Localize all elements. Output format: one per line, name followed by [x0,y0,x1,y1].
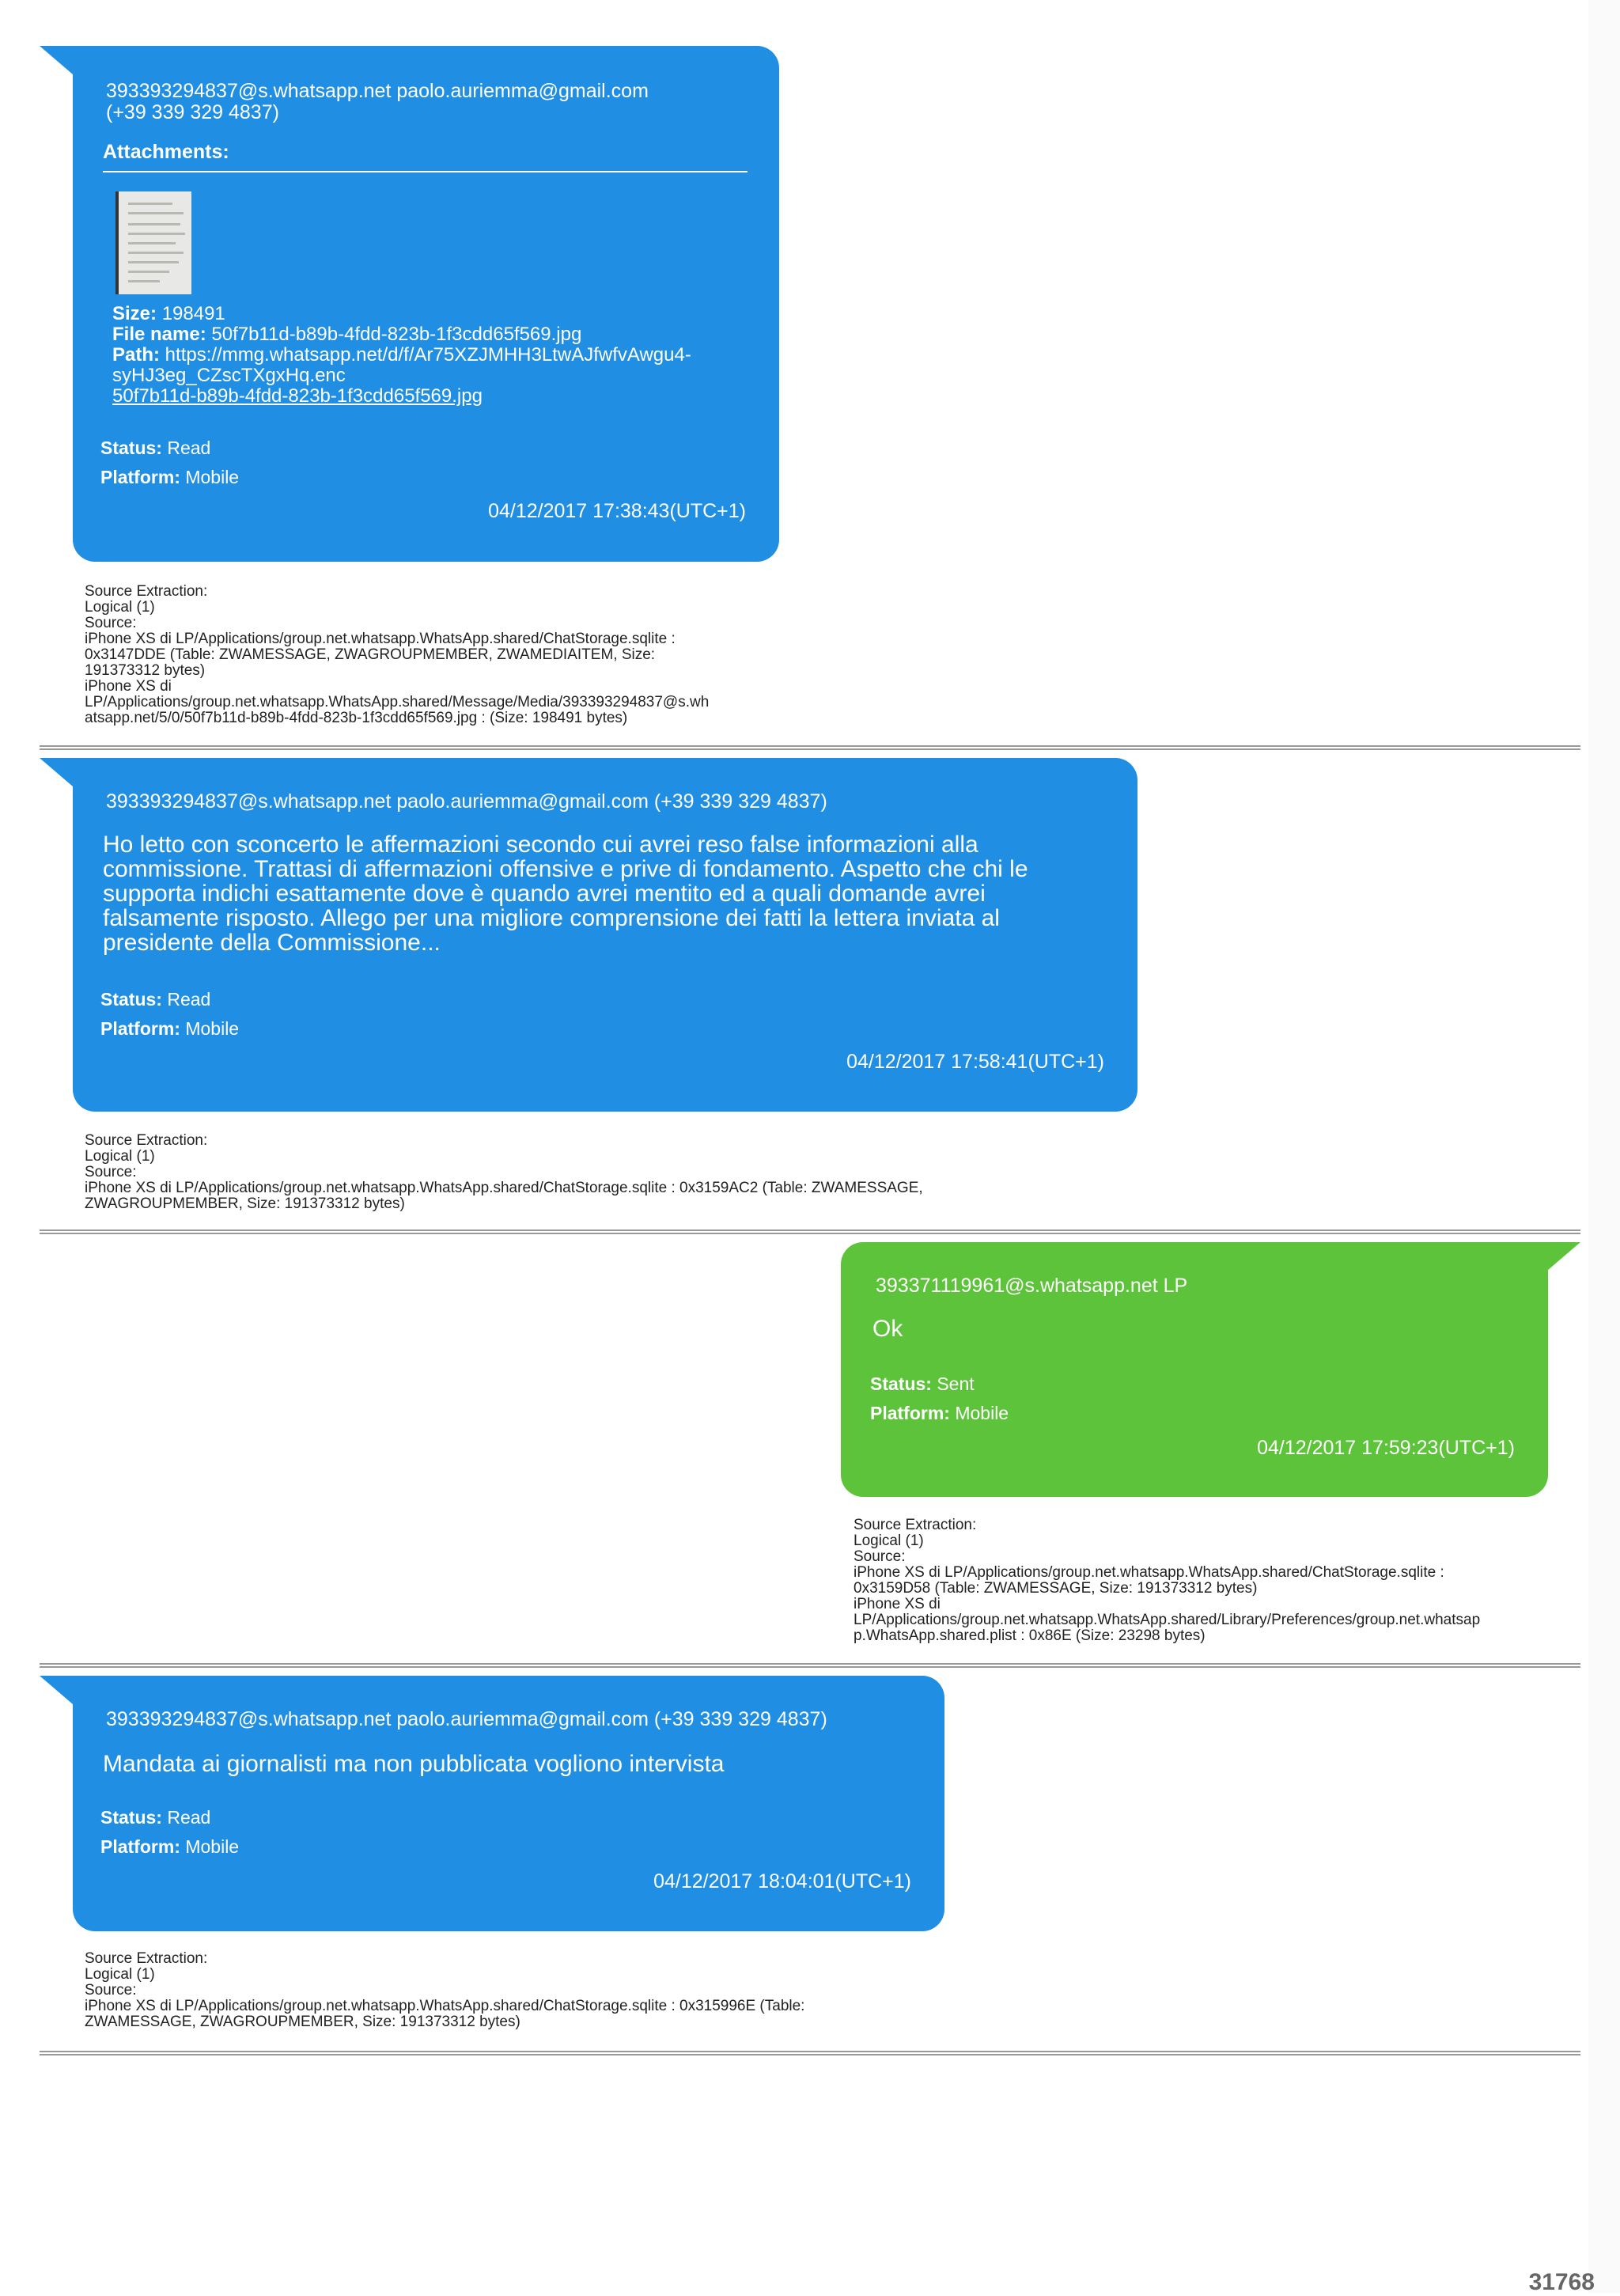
page-number: 31768 [1528,2269,1595,2295]
status-label: Status: [870,1373,932,1394]
bubble-tail [40,46,73,74]
message-sender: 393393294837@s.whatsapp.net paolo.auriemma@gmail.com (+39 339 329 4837) [106,790,827,813]
status-value: Read [167,438,211,458]
message-timestamp: 04/12/2017 18:04:01(UTC+1) [653,1870,911,1892]
platform-label: Platform: [100,1836,180,1857]
platform-label: Platform: [100,467,180,487]
source-extraction: Source Extraction: Logical (1) Source: iPhone XS di LP/Applications/group.net.whatsapp.WhatsApp.shared/ChatStorage.sqlite : 0x3159AC2 (Table: ZWAMESSAGE, ZWAGROUPMEMBER, Size: 191373312 bytes) [85,1132,923,1212]
message-timestamp: 04/12/2017 17:58:41(UTC+1) [846,1051,1104,1073]
message-separator [40,1663,1580,1668]
message-sender: 393371119961@s.whatsapp.net LP [876,1275,1188,1297]
platform-value: Mobile [955,1403,1009,1423]
file-name-label: File name: [112,324,206,345]
message-separator [40,2051,1580,2055]
source-extraction: Source Extraction: Logical (1) Source: iPhone XS di LP/Applications/group.net.whatsapp.WhatsApp.shared/ChatStorage.sqlite : 0x3159D58 (Table: ZWAMESSAGE, Size: 191373312 bytes) iPhone XS di LP/Applications/group.net.whatsapp.WhatsApp.shared/Library/Preferences/group.net.whatsap p.WhatsApp.shared.plist : 0x86E (Size: 23298 bytes) [854,1517,1481,1644]
attachment-details [112,304,761,407]
message-text: Ho letto con sconcerto le affermazioni secondo cui avrei reso false informazioni alla commissione. Trattasi di affermazioni offensive e prive di fondamento. Aspetto che chi le supporta indichi esattamente dove è quando avrei mentito ed a quali domande avrei falsamente risposto. Allego per una migliore comprensione dei fatti la lettera inviata al presidente della Commissione... [103,832,1028,956]
platform-line [100,1017,239,1040]
file-name-value: 50f7b11d-b89b-4fdd-823b-1f3cdd65f569.jpg [211,324,582,345]
path-label: Path: [112,344,160,366]
page-margin [1588,0,1620,2293]
attachments-title: Attachments: [103,141,229,163]
message-separator [40,745,1580,750]
status-line [100,987,210,1011]
status-value: Sent [937,1373,975,1394]
platform-line [100,465,239,489]
platform-value: Mobile [185,1836,240,1857]
bubble-tail [40,758,73,786]
platform-label: Platform: [100,1018,180,1039]
message-sender: 393393294837@s.whatsapp.net paolo.auriemma@gmail.com [106,80,649,102]
status-value: Read [167,989,211,1010]
platform-value: Mobile [185,467,240,487]
attachment-link[interactable]: 50f7b11d-b89b-4fdd-823b-1f3cdd65f569.jpg [112,385,483,407]
bubble-tail [1547,1242,1580,1271]
message-text: Ok [872,1316,903,1342]
status-label: Status: [100,989,162,1010]
platform-value: Mobile [185,1018,240,1039]
message-bubble-outgoing[interactable] [841,1242,1548,1497]
message-sender-phone: (+39 339 329 4837) [106,101,279,123]
attachment-thumbnail[interactable] [115,191,191,294]
status-line [870,1372,975,1396]
size-value: 198491 [161,303,225,324]
message-bubble-incoming[interactable] [73,46,779,562]
message-separator [40,1229,1580,1234]
path-value-continued: syHJ3eg_CZscTXgxHq.enc [112,365,346,386]
size-label: Size: [112,303,157,324]
message-sender: 393393294837@s.whatsapp.net paolo.auriemma@gmail.com (+39 339 329 4837) [106,1708,827,1730]
status-line [100,1805,210,1829]
status-line [100,436,210,460]
attachments-divider [103,171,748,172]
message-timestamp: 04/12/2017 17:38:43(UTC+1) [488,500,746,522]
platform-line [870,1401,1009,1425]
path-value: https://mmg.whatsapp.net/d/f/Ar75XZJMHH3LtwAJfwfvAwgu4- [165,344,691,366]
source-extraction: Source Extraction: Logical (1) Source: iPhone XS di LP/Applications/group.net.whatsapp.WhatsApp.shared/ChatStorage.sqlite : 0x3147DDE (Table: ZWAMESSAGE, ZWAGROUPMEMBER, ZWAMEDIAITEM, Size: 191373312 bytes) iPhone XS di LP/Applications/group.net.whatsapp.WhatsApp.shared/Message/Media/393393294837@s.wh atsapp.net/5/0/50f7b11d-b89b-4fdd-823b-1f3cdd65f569.jpg : (Size: 198491 bytes) [85,583,710,726]
status-value: Read [167,1807,211,1828]
source-extraction: Source Extraction: Logical (1) Source: iPhone XS di LP/Applications/group.net.whatsapp.WhatsApp.shared/ChatStorage.sqlite : 0x315996E (Table: ZWAMESSAGE, ZWAGROUPMEMBER, Size: 191373312 bytes) [85,1950,805,2030]
message-bubble-incoming[interactable] [73,758,1137,1112]
message-text: Mandata ai giornalisti ma non pubblicata vogliono intervista [103,1751,725,1777]
bubble-tail [40,1676,73,1704]
status-label: Status: [100,438,162,458]
message-timestamp: 04/12/2017 17:59:23(UTC+1) [1257,1437,1515,1459]
status-label: Status: [100,1807,162,1828]
platform-label: Platform: [870,1403,950,1423]
message-bubble-incoming[interactable] [73,1676,944,1931]
platform-line [100,1835,239,1858]
